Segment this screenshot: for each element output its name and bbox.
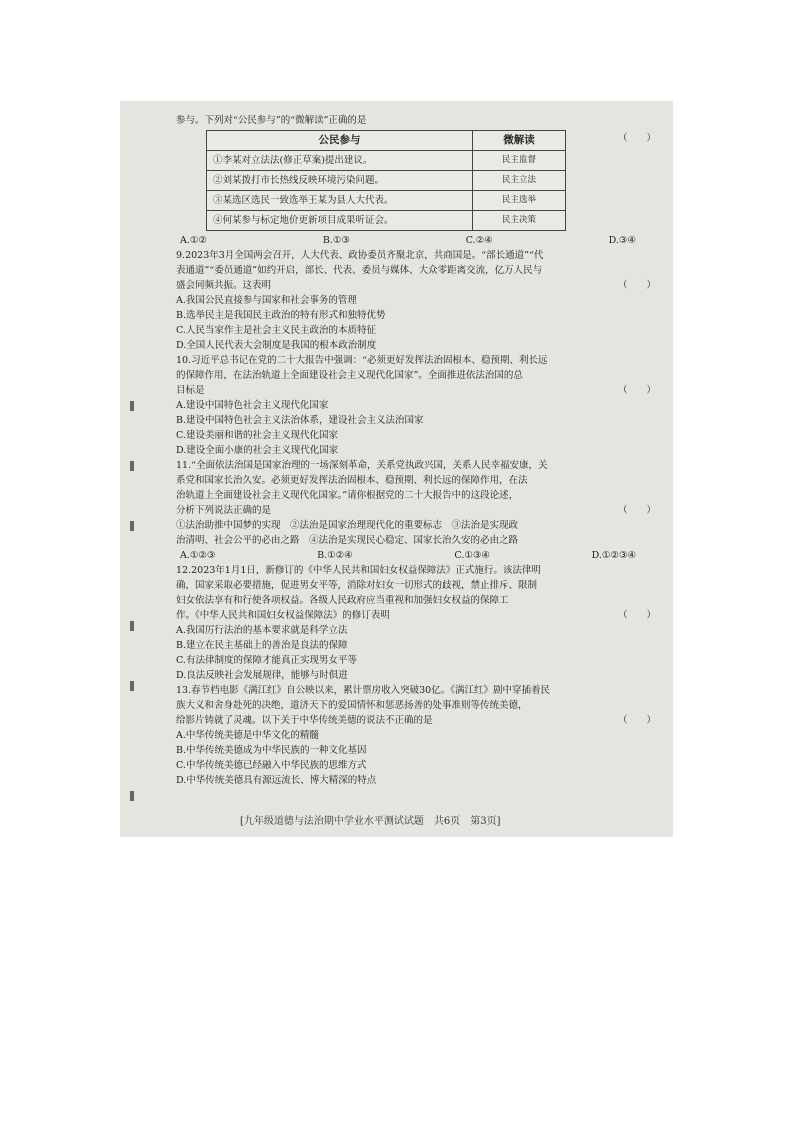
question-11 bbox=[176, 458, 656, 563]
q8-options bbox=[176, 233, 656, 248]
q8-option-a: A.①② bbox=[180, 235, 207, 246]
q8-row-4-item: ④何某参与标定地价更新项目成果听证会。 bbox=[207, 211, 473, 231]
q11-bracket: （ ） bbox=[617, 505, 656, 516]
q12-line-4: 作。《中华人民共和国妇女权益保障法》的修订表明 bbox=[176, 610, 390, 621]
q11-line-3: 治轨道上全面建设社会主义现代化国家。”请你根据党的二十大报告中的这段论述， bbox=[176, 490, 519, 501]
margin-mark bbox=[130, 791, 134, 801]
question-9 bbox=[176, 248, 656, 353]
q13-line-1: 13.春节档电影《满江红》自公映以来，累计票房收入突破30亿。《满江红》剧中穿插着民 bbox=[176, 685, 550, 696]
q12-option-b: B.建立在民主基础上的善治是良法的保障 bbox=[176, 640, 348, 651]
q11-option-c: C.①③④ bbox=[454, 550, 490, 561]
q10-option-d: D.建设全面小康的社会主义现代化国家 bbox=[176, 445, 339, 456]
q12-line-4-row bbox=[176, 608, 656, 623]
q13-option-a: A.中华传统美德是中华文化的精髓 bbox=[176, 730, 319, 741]
q12-bracket: （ ） bbox=[617, 610, 656, 621]
exam-page-photo bbox=[120, 101, 673, 837]
table-row bbox=[207, 211, 566, 231]
q8-row-1-reading: 民主监督 bbox=[473, 151, 566, 171]
q11-option-d: D.①②③④ bbox=[591, 550, 636, 561]
q8-table bbox=[206, 130, 566, 231]
q8-row-1-item: ①李某对立法法(修正草案)提出建议。 bbox=[207, 151, 473, 171]
q10-line-2: 的保障作用，在法治轨道上全面建设社会主义现代化国家”。全面推进依法治国的总 bbox=[176, 370, 523, 381]
q12-option-c: C.有法律制度的保障才能真正实现男女平等 bbox=[176, 655, 357, 666]
table-row bbox=[207, 191, 566, 211]
q8-table-header-interpretation: 微解读 bbox=[473, 131, 566, 151]
margin-mark bbox=[130, 521, 134, 531]
q11-line-1: 11.“全面依法治国是国家治理的一场深刻革命，关系党执政兴国，关系人民幸福安康，关 bbox=[176, 460, 548, 471]
question-13 bbox=[176, 683, 656, 788]
q11-options bbox=[176, 548, 656, 563]
q9-line-1: 9.2023年3月全国两会召开，人大代表、政协委员齐聚北京，共商国是。“部长通道”“代 bbox=[176, 250, 544, 261]
q12-option-d: D.良法反映社会发展规律，能够与时俱进 bbox=[176, 670, 348, 681]
q12-line-1: 12.2023年1月1日，新修订的《中华人民共和国妇女权益保障法》正式施行。该法律明 bbox=[176, 565, 541, 576]
q9-bracket: （ ） bbox=[617, 280, 656, 291]
q12-option-a: A.我国厉行法治的基本要求就是科学立法 bbox=[176, 625, 348, 636]
q11-line-2: 系党和国家长治久安。必须更好发挥法治固根本、稳预期、利长远的保障作用，在法 bbox=[176, 475, 528, 486]
q13-option-d: D.中华传统美德具有源远流长、博大精深的特点 bbox=[176, 775, 377, 786]
q9-line-3-row bbox=[176, 278, 656, 293]
q13-bracket: （ ） bbox=[617, 715, 656, 726]
q11-line-4-row bbox=[176, 503, 656, 518]
q8-row-3-reading: 民主选举 bbox=[473, 191, 566, 211]
margin-mark bbox=[130, 681, 134, 691]
q10-line-3: 目标是 bbox=[176, 385, 205, 396]
q12-line-2: 确，国家采取必要措施，促进男女平等，消除对妇女一切形式的歧视，禁止排斥、限制 bbox=[176, 580, 538, 591]
q8-option-c: C.②④ bbox=[465, 235, 493, 246]
q9-option-c: C.人民当家作主是社会主义民主政治的本质特征 bbox=[176, 325, 376, 336]
margin-mark bbox=[130, 461, 134, 471]
margin-mark bbox=[130, 401, 134, 411]
q9-option-d: D.全国人民代表大会制度是我国的根本政治制度 bbox=[176, 340, 377, 351]
q13-option-b: B.中华传统美德成为中华民族的一种文化基因 bbox=[176, 745, 367, 756]
q10-line-3-row bbox=[176, 383, 656, 398]
q10-line-1: 10.习近平总书记在党的二十大报告中强调：“必须更好发挥法治固根本、稳预期、利长远 bbox=[176, 355, 548, 366]
margin-mark bbox=[130, 621, 134, 631]
question-12 bbox=[176, 563, 656, 683]
table-row bbox=[207, 171, 566, 191]
q13-line-2: 族大义和舍身赴死的决绝，道济天下的爱国情怀和惩恶扬善的处事准则等传统美德， bbox=[176, 700, 528, 711]
q11-line-4: 分析下列说法正确的是 bbox=[176, 505, 272, 516]
q13-line-3: 给影片铸就了灵魂。以下关于中华传统美德的说法不正确的是 bbox=[176, 715, 433, 726]
q8-row-4-reading: 民主决策 bbox=[473, 211, 566, 231]
question-10 bbox=[176, 353, 656, 458]
q8-bracket: （ ） bbox=[617, 133, 656, 144]
q10-bracket: （ ） bbox=[617, 385, 656, 396]
q10-option-a: A.建设中国特色社会主义现代化国家 bbox=[176, 400, 329, 411]
q9-line-3: 盛会同频共振。这表明 bbox=[176, 280, 272, 291]
q9-line-2: 表通道”“委员通道”如约开启，部长、代表、委员与媒体、大众零距离交流，亿万人民与 bbox=[176, 265, 543, 276]
q11-option-a: A.①②③ bbox=[180, 550, 216, 561]
q13-option-c: C.中华传统美德已经融入中华民族的思维方式 bbox=[176, 760, 367, 771]
q8-option-d: D.③④ bbox=[608, 235, 636, 246]
q11-option-b: B.①②④ bbox=[317, 550, 353, 561]
page-footer: [九年级道德与法治期中学业水平测试试题 共6页 第3页] bbox=[240, 816, 501, 827]
q10-option-b: B.建设中国特色社会主义法治体系，建设社会主义法治国家 bbox=[176, 415, 424, 426]
q9-option-b: B.选举民主是我国民主政治的特有形式和独特优势 bbox=[176, 310, 386, 321]
q8-row-3-item: ③某选区选民一致选举王某为县人大代表。 bbox=[207, 191, 473, 211]
q12-line-3: 妇女依法享有和行使各项权益。各级人民政府应当重视和加强妇女权益的保障工 bbox=[176, 595, 509, 606]
q8-row-2-item: ②刘某拨打市长热线反映环境污染问题。 bbox=[207, 171, 473, 191]
q13-line-3-row bbox=[176, 713, 656, 728]
q9-option-a: A.我国公民直接参与国家和社会事务的管理 bbox=[176, 295, 357, 306]
q8-stem: 参与。下列对“公民参与”的“微解读”正确的是 bbox=[176, 115, 367, 126]
binding-margin bbox=[120, 101, 140, 837]
q8-row-2-reading: 民主立法 bbox=[473, 171, 566, 191]
q11-statement-2: 治清明、社会公平的必由之路 ④法治是实现民心稳定、国家长治久安的必由之路 bbox=[176, 535, 519, 546]
q10-option-c: C.建设美丽和谐的社会主义现代化国家 bbox=[176, 430, 338, 441]
page-content bbox=[176, 113, 656, 788]
q8-option-b: B.①③ bbox=[322, 235, 350, 246]
q8-table-header-participation: 公民参与 bbox=[207, 131, 473, 151]
question-8 bbox=[176, 113, 656, 248]
table-row bbox=[207, 151, 566, 171]
q11-statement-1: ①法治助推中国梦的实现 ②法治是国家治理现代化的重要标志 ③法治是实现政 bbox=[176, 520, 519, 531]
